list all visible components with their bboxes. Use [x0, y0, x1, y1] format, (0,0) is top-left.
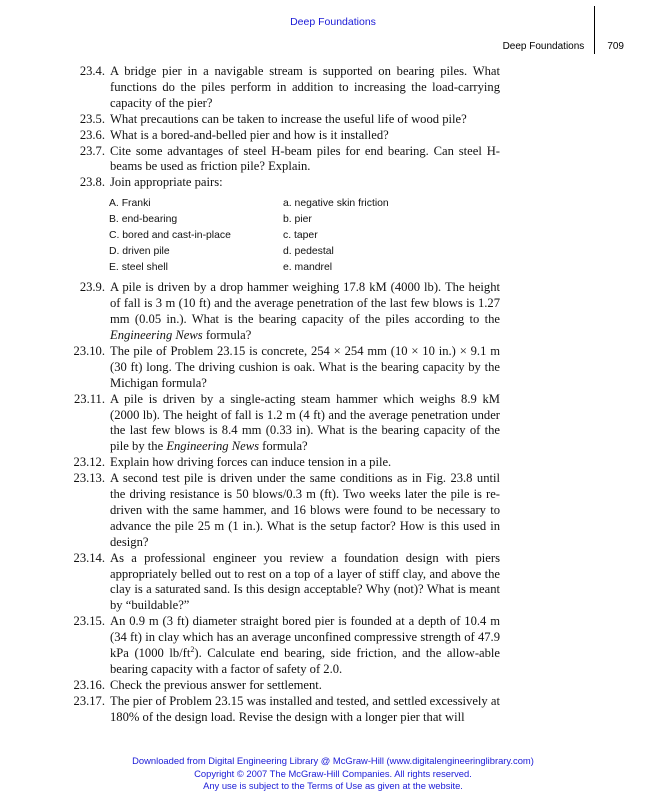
problem-number: 23.13. — [73, 471, 105, 486]
pair-right: a. negative skin friction — [283, 198, 389, 210]
pair-row — [109, 196, 500, 212]
problem-23-16 — [62, 678, 500, 694]
problem-23-17 — [62, 694, 500, 726]
footer-copyright: Copyright © 2007 The McGraw-Hill Companies. All rights reserved. — [194, 767, 472, 779]
problem-23-14 — [62, 551, 500, 615]
problem-number: 23.7. — [79, 143, 105, 158]
pair-row — [109, 212, 500, 228]
problem-23-11 — [62, 392, 500, 456]
problem-number: 23.12. — [73, 455, 105, 470]
problem-text: Check the previous answer for settlement. — [110, 677, 322, 692]
pair-row — [109, 228, 500, 244]
problem-23-10 — [62, 344, 500, 392]
pair-right: d. pedestal — [283, 246, 334, 258]
problem-23-15 — [62, 614, 500, 678]
problem-number: 23.17. — [73, 693, 105, 708]
problem-text: Explain how driving forces can induce tension in a pile. — [110, 455, 392, 470]
problem-23-13 — [62, 471, 500, 551]
pair-left: E. steel shell — [109, 262, 168, 274]
page-number: 709 — [607, 40, 624, 52]
problem-23-12 — [62, 455, 500, 471]
problem-text: The pier of Problem 23.15 was installed and tested, and settled excessively at 180% of the design load. Revise the design with a longer pier that will — [110, 693, 500, 724]
pair-row — [109, 260, 500, 276]
problem-text: The pile of Problem 23.15 is concrete, 254 × 254 mm (10 × 10 in.) × 9.1 m (30 ft) long. The driving cushion is oak. What is the bearing capacity by the Michigan formula? — [110, 343, 500, 390]
pair-left: B. end-bearing — [109, 214, 178, 226]
problem-number: 23.9. — [79, 280, 105, 295]
problem-number: 23.8. — [79, 175, 105, 190]
running-head-title: Deep Foundations — [502, 40, 585, 52]
problem-number: 23.6. — [79, 127, 105, 142]
problem-text: What is a bored-and-belled pier and how is it installed? — [110, 127, 389, 142]
problem-23-8 — [62, 175, 500, 191]
problem-number: 23.14. — [73, 550, 105, 565]
header-link[interactable]: Deep Foundations — [290, 16, 376, 28]
pair-left: C. bored and cast-in-place — [109, 230, 231, 242]
pair-right: c. taper — [283, 230, 318, 242]
matching-pairs — [62, 196, 500, 276]
problem-text: A second test pile is driven under the same conditions as in Fig. 23.8 until the driving resistance is 50 blows/0.3 m (ft). Two weeks later the pile is re-driven with the same hammer, and 16 blows were found to be necessary to advance the pile 25 m (1 in.). What is the setup factor? How is this used in design? — [110, 471, 500, 549]
pair-right: b. pier — [283, 214, 312, 226]
footer-download-link[interactable]: Downloaded from Digital Engineering Library @ McGraw-Hill (www.digitalengineeringlibrary.com) — [132, 755, 534, 766]
problem-23-4 — [62, 64, 500, 112]
problem-text: As a professional engineer you review a foundation design with piers appropriately belled out to rest on a top of a layer of stiff clay, and above the clay is a saturated sand. Is this design acceptable? Why (not)? What is meant by “buildable?” — [110, 550, 500, 613]
problem-23-6 — [62, 128, 500, 144]
pair-left: A. Franki — [109, 198, 151, 210]
problem-number: 23.15. — [73, 614, 105, 629]
header-divider — [594, 6, 595, 54]
problem-text: Cite some advantages of steel H-beam piles for end bearing. Can steel H-beams be used as friction pile? Explain. — [110, 143, 500, 174]
problem-number: 23.5. — [79, 111, 105, 126]
problem-text: A bridge pier in a navigable stream is supported on bearing piles. What functions do the piles perform in addition to increasing the load-carrying capacity of the pier? — [110, 64, 500, 110]
problem-23-5 — [62, 112, 500, 128]
pair-right: e. mandrel — [283, 262, 333, 274]
problems-list — [62, 64, 500, 726]
problem-text: What precautions can be taken to increase the useful life of wood pile? — [110, 111, 467, 126]
problem-number: 23.16. — [73, 677, 105, 692]
problem-text: A pile is driven by a drop hammer weighing 17.8 kM (4000 lb). The height of fall is 3 m (10 ft) and the average penetration of the last few blows is 1.27 mm (0.05 in.). What is the bearing capacity of the piles according to the Engineering News formula? — [110, 280, 500, 342]
problem-23-7 — [62, 144, 500, 176]
running-head — [503, 39, 624, 53]
problem-text: A pile is driven by a single-acting steam hammer which weighs 8.9 kM (2000 lb). The height of fall is 1.2 m (4 ft) and the average penetration under the last few blows is 8.4 mm (0.33 in). What is the bearing capacity of the pile by the Engineering News formula? — [110, 391, 500, 454]
problem-text: An 0.9 m (3 ft) diameter straight bored pier is founded at a depth of 10.4 m (34 ft) in clay which has an average unconfined compressive strength of 47.9 kPa (1000 $lb/ft^2$). Calculate end bearing, side friction, and the allow-able bearing capacity with a factor of safety of 2.0. — [110, 614, 500, 676]
footer-notice — [0, 755, 666, 793]
problem-number: 23.4. — [79, 64, 105, 78]
problem-23-9 — [62, 280, 500, 344]
pair-row — [109, 244, 500, 260]
problem-text: Join appropriate pairs: — [110, 175, 223, 190]
pair-left: D. driven pile — [109, 246, 170, 258]
footer-terms-link[interactable]: Any use is subject to the Terms of Use as given at the website. — [203, 780, 463, 792]
problem-number: 23.10. — [73, 343, 105, 358]
problem-number: 23.11. — [73, 391, 105, 406]
